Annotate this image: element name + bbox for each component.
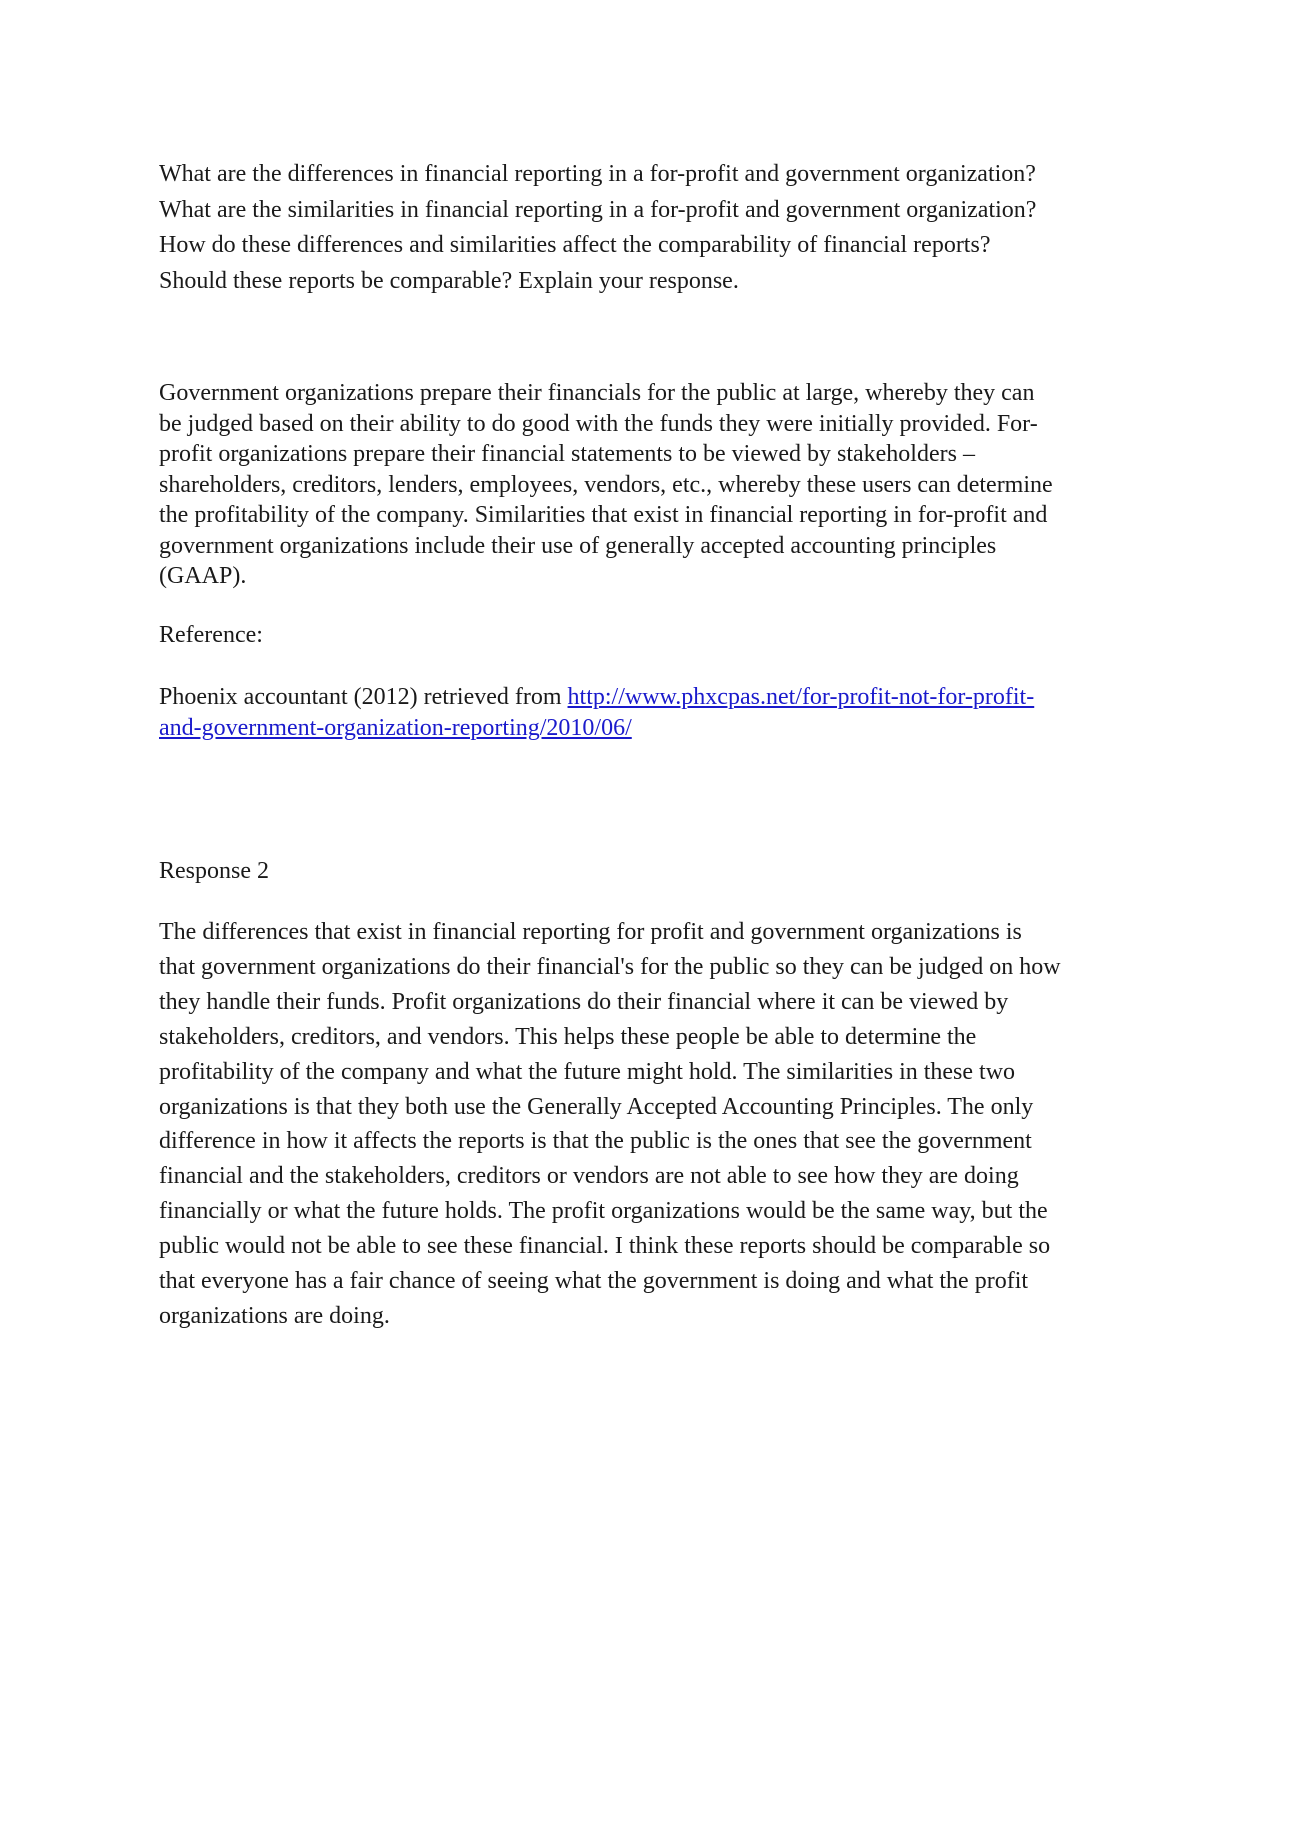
- reference-citation: [159, 682, 1159, 743]
- paragraph-line: profitability of the company and what the future might hold. The similarities in these two: [159, 1058, 1016, 1085]
- paragraph-line: financial and the stakeholders, creditors or vendors are not able to see how they are doing: [159, 1163, 1019, 1190]
- paragraph-line: that everyone has a fair chance of seeing what the government is doing and what the profit: [159, 1268, 1029, 1295]
- paragraph-line: financially or what the future holds. The profit organizations would be the same way, but the: [159, 1198, 1048, 1225]
- question-line: How do these differences and similarities affect the comparability of financial reports?: [159, 232, 991, 258]
- paragraph-line: government organizations include their use of generally accepted accounting principles: [159, 532, 997, 559]
- paragraph-line: difference in how it affects the reports is that the public is the ones that see the government: [159, 1128, 1032, 1155]
- paragraph-line: The differences that exist in financial reporting for profit and government organizations is: [159, 919, 1022, 945]
- reference-link-continued[interactable]: and-government-organization-reporting/2010/06/: [159, 714, 632, 741]
- paragraph-line: shareholders, creditors, lenders, employees, vendors, etc., whereby these users can determine: [159, 471, 1053, 498]
- question-line: Should these reports be comparable? Explain your response.: [159, 267, 739, 294]
- paragraph-line: Government organizations prepare their financials for the public at large, whereby they can: [159, 380, 1035, 406]
- paragraph-line: that government organizations do their financial's for the public so they can be judged on how: [159, 953, 1061, 980]
- paragraph-line: organizations is that they both use the Generally Accepted Accounting Principles. The only: [159, 1093, 1034, 1120]
- reference-link[interactable]: http://www.phxcpas.net/for-profit-not-for-profit-: [567, 684, 1035, 710]
- paragraph-line: public would not be able to see these financial. I think these reports should be comparable so: [159, 1233, 1051, 1260]
- paragraph-line: (GAAP).: [159, 563, 247, 589]
- paragraph-line: stakeholders, creditors, and vendors. This helps these people be able to determine the: [159, 1023, 977, 1050]
- citation-line-2: [159, 713, 1159, 744]
- citation-prefix: Phoenix accountant (2012) retrieved from: [159, 684, 568, 710]
- paragraph-line: organizations are doing.: [159, 1302, 390, 1329]
- response-2-paragraph: [159, 915, 1159, 1334]
- reference-heading: Reference:: [159, 622, 263, 648]
- paragraph-line: they handle their funds. Profit organizations do their financial where it can be viewed by: [159, 988, 1009, 1015]
- discussion-questions: [159, 157, 1159, 299]
- response-2-heading: Response 2: [159, 858, 269, 884]
- citation-line-1: [159, 682, 1159, 713]
- question-line: What are the similarities in financial reporting in a for-profit and government organization?: [159, 196, 1037, 223]
- paragraph-line: profit organizations prepare their financial statements to be viewed by stakeholders –: [159, 441, 975, 467]
- paragraph-line: the profitability of the company. Similarities that exist in financial reporting in for-profit and: [159, 502, 1048, 528]
- response-1-paragraph: [159, 378, 1159, 592]
- question-line: What are the differences in financial reporting in a for-profit and government organization?: [159, 161, 1036, 187]
- paragraph-line: be judged based on their ability to do good with the funds they were initially provided. For-: [159, 410, 1038, 437]
